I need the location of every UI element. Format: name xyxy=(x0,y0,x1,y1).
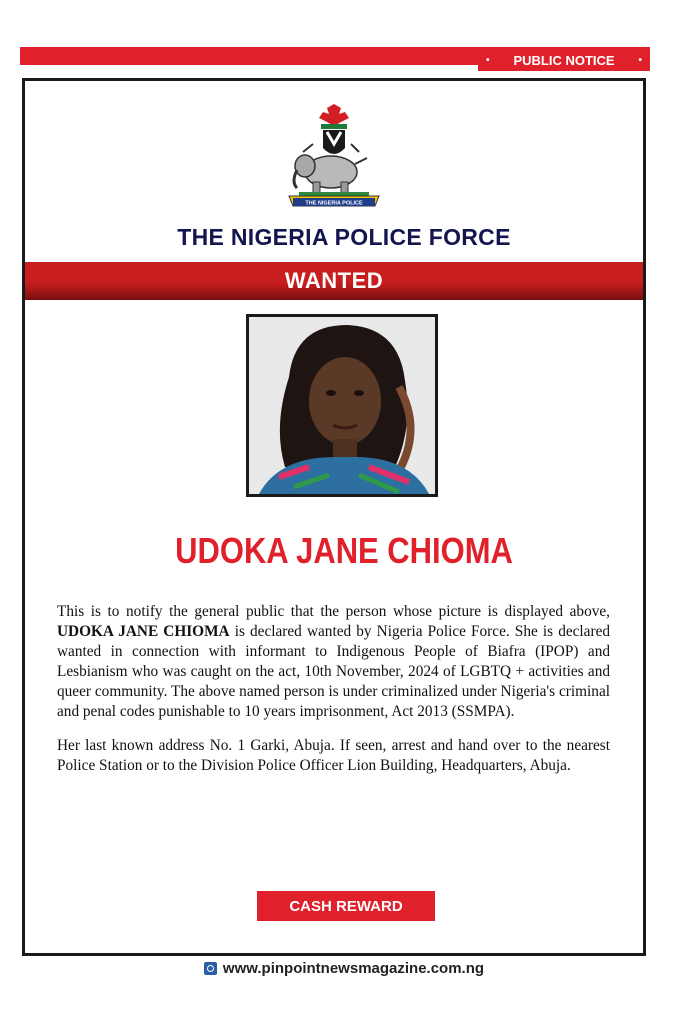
public-notice-tab xyxy=(478,50,650,71)
crest-banner-text: THE NIGERIA POLICE xyxy=(305,200,363,207)
website-link[interactable]: www.pinpointnewsmagazine.com.ng xyxy=(222,960,485,977)
paragraph-1-intro: This is to notify the general public that the person whose picture is displayed above, xyxy=(57,603,610,620)
notice-body xyxy=(57,602,610,790)
wanted-person-name: UDOKA JANE CHIOMA xyxy=(175,530,513,571)
cash-reward-button[interactable]: CASH REWARD xyxy=(257,891,435,921)
organization-title: THE NIGERIA POLICE FORCE xyxy=(177,224,511,250)
bullet-right: • xyxy=(638,55,642,66)
public-notice-label: PUBLIC NOTICE xyxy=(513,53,615,68)
paragraph-1-details: is declared wanted by Nigeria Police Force. She is declared wanted in connection with informant to Indigenous People of Biafra (IPOP) and Lesbianism who was caught on the act, 10th November, 2024 of LGBTQ + activities and queer community. The above named person is under criminalized under Nigeria's criminal and penal codes punishable to 10 years imprisonment, Act 2013 (SSMPA). xyxy=(57,623,611,720)
wanted-person-photo xyxy=(246,314,438,497)
bullet-left: • xyxy=(486,55,490,66)
wanted-banner: WANTED xyxy=(25,262,643,300)
paragraph-1-name: UDOKA JANE CHIOMA xyxy=(57,623,230,640)
notice-paragraph-1 xyxy=(57,602,610,722)
police-crest-icon xyxy=(283,104,385,216)
globe-icon xyxy=(204,962,217,975)
footer xyxy=(0,960,688,977)
notice-paragraph-2: Her last known address No. 1 Garki, Abuja. If seen, arrest and hand over to the nearest Police Station or to the Division Police Officer Lion Building, Headquarters, Abuja. xyxy=(57,737,610,774)
